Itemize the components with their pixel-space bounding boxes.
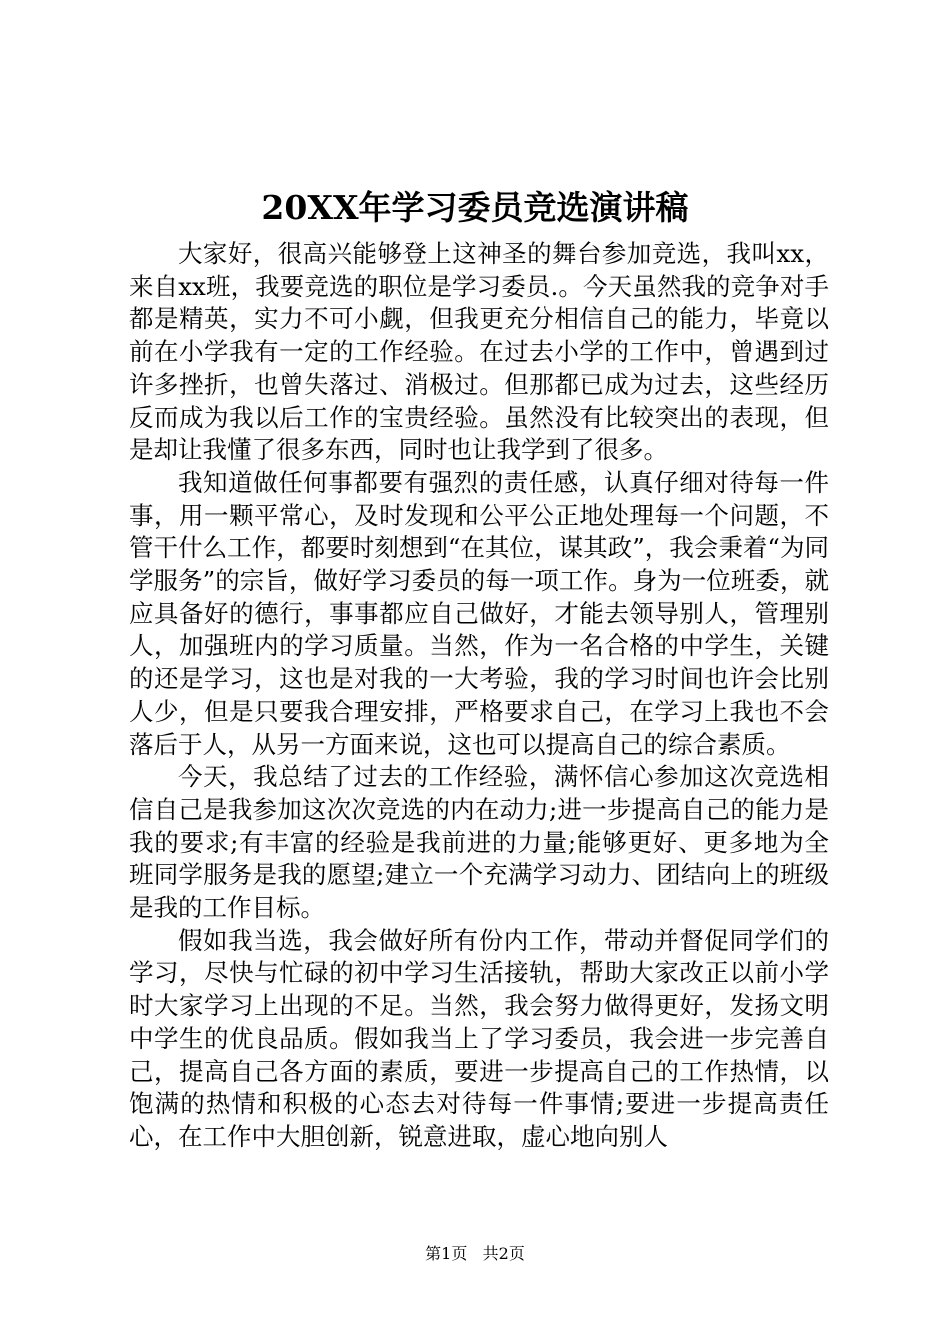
paragraph-2: 我知道做任何事都要有强烈的责任感，认真仔细对待每一件事，用一颗平常心，及时发现和公平公正地处理每一个问题，不管干什么工作，都要时刻想到“在其位，谋其政”，我会秉着“为同学服务”的宗旨，做好学习委员的每一项工作。身为一位班委，就应具备好的德行，事事都应自己做好，才能去领导别人，管理别人，加强班内的学习质量。当然，作为一名合格的中学生，关键的还是学习，这也是对我的一大考验，我的学习时间也许会比别人少，但是只要我合理安排，严格要求自己，在学习上我也不会落后于人，从另一方面来说，这也可以提高自己的综合素质。 (129, 467, 829, 759)
page-footer (0, 1242, 950, 1266)
page-total: 共2页 (482, 1244, 525, 1263)
paragraph-3: 今天，我总结了过去的工作经验，满怀信心参加这次竞选相信自己是我参加这次次竞选的内在动力;进一步提高自己的能力是我的要求;有丰富的经验是我前进的力量;能够更好、更多地为全班同学服务是我的愿望;建立一个充满学习动力、团结向上的班级是我的工作目标。 (129, 762, 829, 923)
page-separator (472, 1244, 477, 1263)
paragraph-4: 假如我当选，我会做好所有份内工作，带动并督促同学们的学习，尽快与忙碌的初中学习生活接轨，帮助大家改正以前小学时大家学习上出现的不足。当然，我会努力做得更好，发扬文明中学生的优良品质。假如我当上了学习委员，我会进一步完善自己，提高自己各方面的素质，要进一步提高自己的工作热情，以饱满的热情和积极的心态去对待每一件事情;要进一步提高责任心，在工作中大胆创新，锐意进取，虚心地向别人 (129, 925, 829, 1151)
paragraph-1: 大家好，很高兴能够登上这神圣的舞台参加竞选，我叫xx，来自xx班，我要竞选的职位是学习委员.。今天虽然我的竞争对手都是精英，实力不可小觑，但我更充分相信自己的能力，毕竟以前在小学我有一定的工作经验。在过去小学的工作中，曾遇到过许多挫折，也曾失落过、消极过。但那都已成为过去，这些经历反而成为我以后工作的宝贵经验。虽然没有比较突出的表现，但是却让我懂了很多东西，同时也让我学到了很多。 (129, 239, 829, 465)
document-title: 20XX年学习委员竞选演讲稿 (261, 188, 689, 227)
page-number: 第1页 (425, 1244, 468, 1263)
document-body (129, 238, 829, 1154)
